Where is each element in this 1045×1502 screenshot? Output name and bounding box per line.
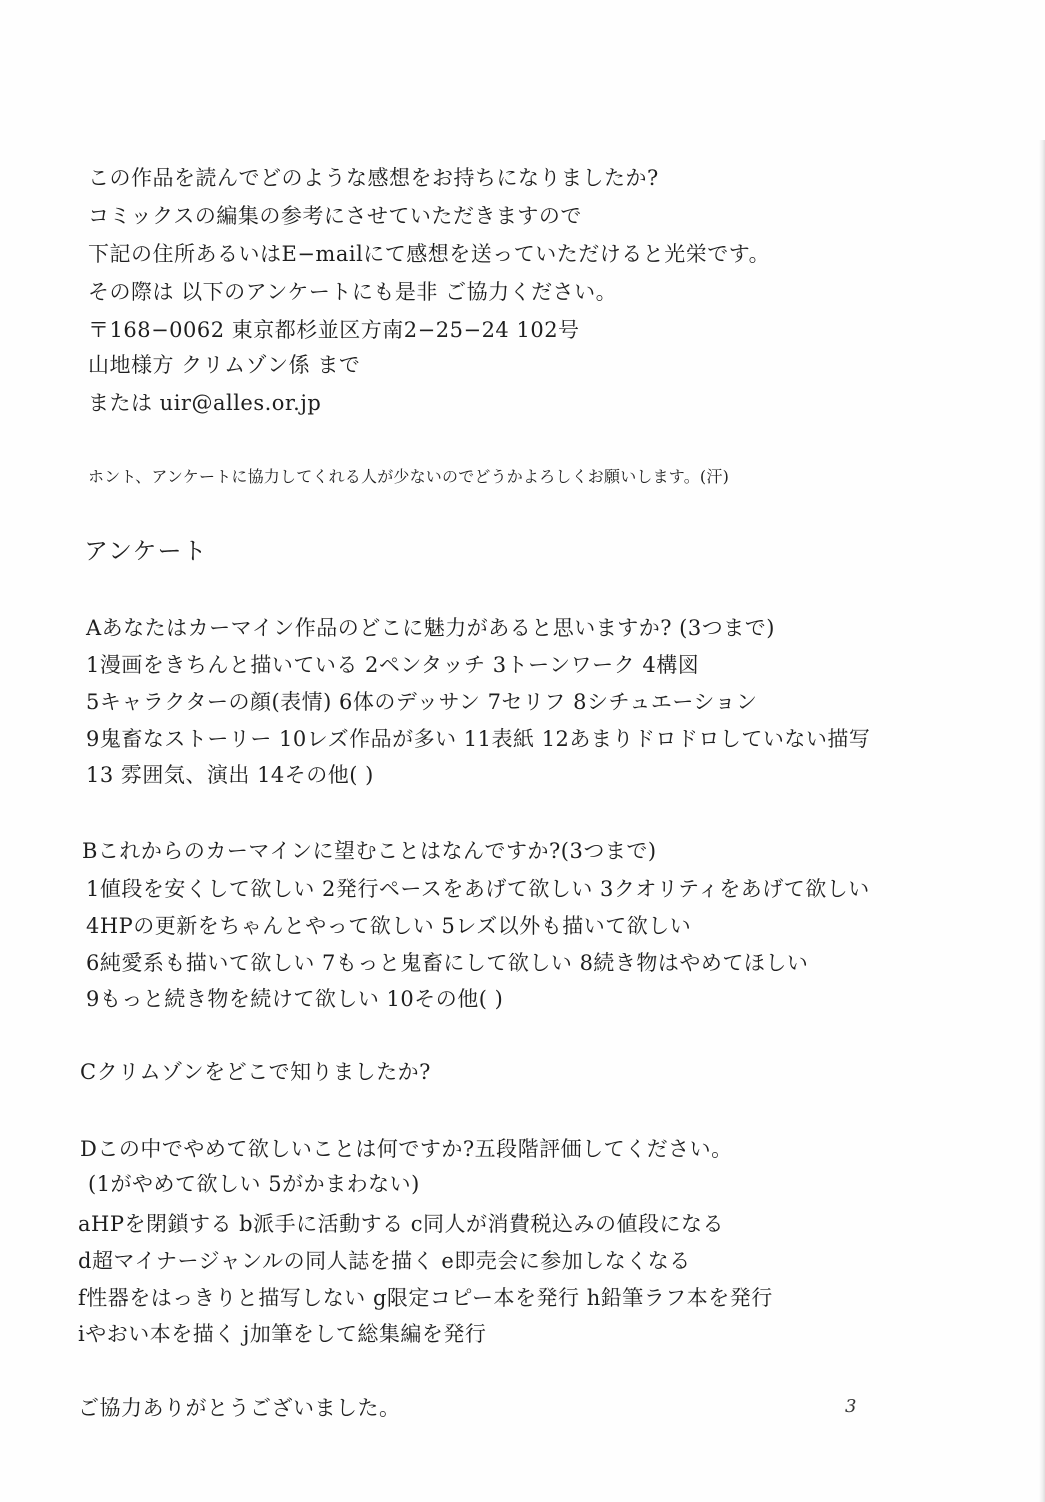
question-d-options-2: d超マイナージャンルの同人誌を描く e即売会に参加しなくなる (78, 1249, 691, 1273)
question-b-options-1: 1値段を安くして欲しい 2発行ペースをあげて欲しい 3クオリティをあげて欲しい (86, 877, 870, 901)
question-d: Dこの中でやめて欲しいことは何ですか?五段階評価してください。 (80, 1137, 733, 1161)
question-b-options-2: 4HPの更新をちゃんとやって欲しい 5レズ以外も描いて欲しい (86, 914, 692, 938)
postal-address: 〒168−0062 東京都杉並区方南2−25−24 102号 (88, 318, 580, 342)
intro-line-4: その際は 以下のアンケートにも是非 ご協力ください。 (88, 280, 618, 304)
email-line: または uir@alles.or.jp (88, 391, 322, 415)
intro-line-1: この作品を読んでどのような感想をお持ちになりましたか? (88, 166, 659, 190)
question-d-options-1: aHPを閉鎖する b派手に活動する c同人が消費税込みの値段になる (78, 1212, 725, 1236)
recipient-line: 山地様方 クリムゾン係 まで (88, 353, 361, 377)
question-a-options-4: 13 雰囲気、演出 14その他( ) (86, 763, 374, 787)
intro-line-2: コミックスの編集の参考にさせていただきますので (88, 204, 582, 228)
question-c: Cクリムゾンをどこで知りましたか? (80, 1060, 431, 1084)
page-number: 3 (845, 1396, 857, 1417)
page-edge-shadow (1039, 140, 1045, 1502)
question-b-options-3: 6純愛系も描いて欲しい 7もっと鬼畜にして欲しい 8続き物はやめてほしい (86, 951, 809, 975)
closing-thanks: ご協力ありがとうございました。 (78, 1396, 401, 1420)
question-d-options-4: iやおい本を描く j加筆をして総集編を発行 (78, 1322, 487, 1346)
question-a-options-2: 5キャラクターの顔(表情) 6体のデッサン 7セリフ 8シチュエーション (86, 690, 758, 714)
question-b-options-4: 9もっと続き物を続けて欲しい 10その他( ) (86, 987, 504, 1011)
question-a-options-3: 9鬼畜なストーリー 10レズ作品が多い 11表紙 12あまりドロドロしていない描写 (86, 727, 871, 751)
question-a: Aあなたはカーマイン作品のどこに魅力があると思いますか? (3つまで) (86, 616, 775, 640)
request-note: ホント、アンケートに協力してくれる人が少ないのでどうかよろしくお願いします。(汗) (88, 467, 730, 486)
question-b: Bこれからのカーマインに望むことはなんですか?(3つまで) (82, 839, 657, 863)
intro-line-3: 下記の住所あるいはE−mailにて感想を送っていただけると光栄です。 (88, 242, 771, 266)
question-a-options-1: 1漫画をきちんと描いている 2ペンタッチ 3トーンワーク 4構図 (86, 653, 700, 677)
question-d-options-3: f性器をはっきりと描写しない g限定コピー本を発行 h鉛筆ラフ本を発行 (78, 1286, 773, 1310)
question-d-scale: (1がやめて欲しい 5がかまわない) (88, 1172, 420, 1196)
survey-title: アンケート (84, 537, 208, 565)
